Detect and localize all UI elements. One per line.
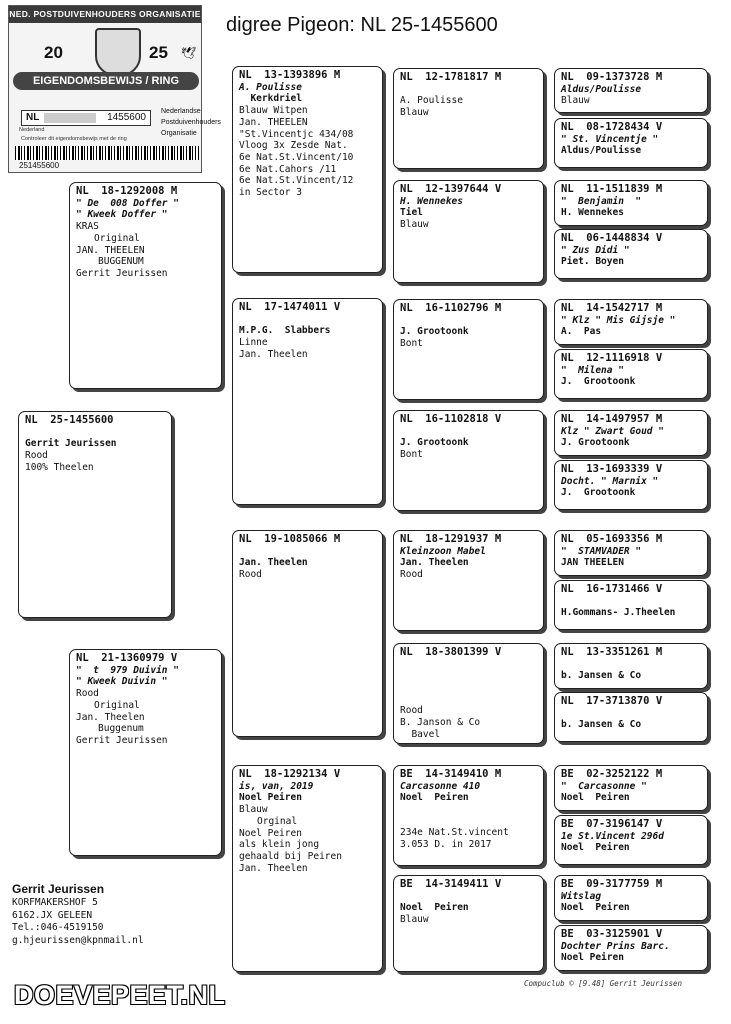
pedigree-line: H.Gommans- J.Theelen <box>561 607 676 619</box>
ring-number: NL 12-1116918 V <box>561 352 663 364</box>
pedigree-line: Rood <box>400 569 423 581</box>
ring-number: NL 16-1102818 V <box>400 413 502 425</box>
pedigree-line <box>400 694 537 706</box>
pedigree-line: Noel Peiren <box>561 902 630 914</box>
pedigree-box-gs2 <box>232 530 383 737</box>
pedigree-line: Kleinzoon Mabel <box>400 545 486 557</box>
barcode <box>15 146 199 160</box>
pedigree-line: is, van, 2019 <box>239 780 314 792</box>
pedigree-line: JAN THEELEN <box>561 557 624 569</box>
pedigree-line: Jan. Theelen <box>239 557 308 569</box>
ring-number: NL 11-1511839 M <box>561 183 663 195</box>
pedigree-line: Original <box>94 232 140 244</box>
pedigree-line: KRAS <box>76 221 99 233</box>
pedigree-line: " Benjamin " <box>561 195 642 207</box>
pedigree-line: Bavel <box>400 728 441 740</box>
coat-of-arms-icon <box>95 28 141 76</box>
pedigree-line: Bont <box>400 449 423 461</box>
pedigree-box-c4o <box>554 875 708 921</box>
pedigree-line <box>561 596 701 608</box>
ring-number: NL 12-1397644 V <box>400 183 502 195</box>
ring-number: NL 21-1360979 V <box>76 652 178 664</box>
pedigree-box-gs1 <box>232 66 383 273</box>
ring-number: NL 14-1497957 M <box>561 413 663 425</box>
pedigree-box-c3c <box>393 299 544 400</box>
pedigree-box-c4e <box>554 299 708 345</box>
ownership-stamp <box>8 5 221 173</box>
pedigree-box-c3b <box>393 180 544 283</box>
ring-number: NL 13-3351261 M <box>561 646 663 658</box>
pedigree-line: Gerrit Jeurissen <box>76 267 168 279</box>
site-logo: DOEVEPEET.NL <box>14 980 226 1010</box>
pedigree-line: " Milena " <box>561 364 624 376</box>
pedigree-line: Orginal <box>257 815 298 827</box>
pedigree-line: B. Janson & Co <box>400 717 481 729</box>
stamp-year-left: 20 <box>44 43 63 62</box>
pedigree-line: Blauw <box>239 804 268 816</box>
ring-number: NL 13-1693339 V <box>561 463 663 475</box>
pedigree-line: Bont <box>400 338 423 350</box>
ring-number: BE 14-3149411 V <box>400 878 502 890</box>
pedigree-line: M.P.G. Slabbers <box>239 325 331 337</box>
ring-number: NL 25-1455600 <box>25 414 114 426</box>
pedigree-box-gd2 <box>232 765 383 972</box>
pedigree-line <box>400 426 537 438</box>
pedigree-line: A. Poulisse <box>400 95 463 107</box>
pedigree-box-c4f <box>554 349 708 399</box>
pedigree-line: Jan. THEELEN <box>239 116 308 128</box>
ring-number: NL 05-1693356 M <box>561 533 663 545</box>
pedigree-box-c4i <box>554 530 708 576</box>
ring-number: NL 18-1292134 V <box>239 768 341 780</box>
stamp-nl-label: NL <box>26 112 40 123</box>
footer-credit: Compuclub © [9.48] Gerrit Jeurissen <box>524 979 683 988</box>
ring-number: BE 03-3125901 V <box>561 928 663 940</box>
pedigree-line: Rood <box>400 705 423 717</box>
pedigree-line <box>400 315 537 327</box>
pedigree-line: Noel Peiren <box>400 902 469 914</box>
pedigree-line <box>400 84 537 96</box>
pedigree-line: "St.Vincentjc 434/08 <box>239 128 354 140</box>
pedigree-line: 3.053 D. in 2017 <box>400 839 492 851</box>
pedigree-line: Aldus/Poulisse <box>561 145 642 157</box>
ring-number: NL 16-1102796 M <box>400 302 502 314</box>
pedigree-line <box>400 891 537 903</box>
pedigree-line: J. Grootoonk <box>400 326 469 338</box>
pigeon-icon: 🕊 <box>181 46 197 60</box>
pedigree-line: Jan. Theelen <box>239 348 308 360</box>
pedigree-line: " St. Vincentje " <box>561 133 659 145</box>
pedigree-line: Linne <box>239 337 268 349</box>
pedigree-box-c4b <box>554 118 708 168</box>
pedigree-line: Noel Peiren <box>561 842 630 854</box>
ring-number: NL 18-1291937 M <box>400 533 502 545</box>
pedigree-line: A. Pas <box>561 326 602 338</box>
pedigree-line: in Sector 3 <box>239 187 302 199</box>
pedigree-line: Buggenum <box>98 723 144 735</box>
pedigree-line: " Kweek Duivin " <box>76 676 168 688</box>
pedigree-line <box>400 816 537 828</box>
pedigree-box-c4j <box>554 580 708 630</box>
ring-number: NL 14-1542717 M <box>561 302 663 314</box>
pedigree-line: Piet. Boyen <box>561 256 624 268</box>
pedigree-box-c3h <box>393 875 544 972</box>
pedigree-line: Dochter Prins Barc. <box>561 940 670 952</box>
pedigree-line: Rood <box>239 569 262 581</box>
pedigree-line <box>239 546 376 558</box>
pedigree-box-subject <box>18 411 172 618</box>
pedigree-box-c4k <box>554 643 708 689</box>
pedigree-line: Witslag <box>561 890 602 902</box>
stamp-letter-o: Organisatie <box>161 130 197 137</box>
pedigree-line: Docht. " Marnix " <box>561 475 659 487</box>
pedigree-line: Rood <box>76 688 99 700</box>
pedigree-line: J. Grootoonk <box>561 376 636 388</box>
owner-phone: Tel.:046-4519150 <box>12 922 104 933</box>
pedigree-line: H. Wennekes <box>561 207 624 219</box>
pedigree-line: Blauw <box>400 914 429 926</box>
ring-number: NL 06-1448834 V <box>561 232 663 244</box>
pedigree-line: Noel Peiren <box>239 827 302 839</box>
pedigree-box-sire <box>69 182 222 389</box>
pedigree-line: 6e Nat.St.Vincent/10 <box>239 151 354 163</box>
stamp-ring-field <box>21 110 151 126</box>
pedigree-line: J. Grootoonk <box>561 437 630 449</box>
pedigree-box-c4p <box>554 925 708 971</box>
pedigree-line: Kerkdriel <box>239 93 302 105</box>
pedigree-line: " t 979 Duivin " <box>76 664 179 676</box>
pedigree-box-gd1 <box>232 298 383 505</box>
owner-address <box>12 881 144 947</box>
pedigree-line: Klz " Zwart Goud " <box>561 425 664 437</box>
pedigree-box-c3g <box>393 765 544 866</box>
pedigree-line <box>400 804 537 816</box>
pedigree-line: 100% Theelen <box>25 461 94 473</box>
pedigree-line <box>561 708 701 720</box>
pedigree-line: Tiel <box>400 207 423 219</box>
pedigree-line: A. Poulisse <box>239 81 302 93</box>
pedigree-line: Noel Peiren <box>239 792 302 804</box>
pedigree-line: Aldus/Poulisse <box>561 83 642 95</box>
pedigree-line: " Klz " Mis Gijsje " <box>561 314 676 326</box>
pedigree-line: Jan. Theelen <box>400 557 469 569</box>
pedigree-line: 1e St.Vincent 296d <box>561 830 664 842</box>
pedigree-line: Blauw <box>400 219 429 231</box>
ring-number: NL 18-3801399 V <box>400 646 502 658</box>
pedigree-line <box>400 659 537 671</box>
pedigree-line: Blauw <box>561 95 590 107</box>
ring-number: NL 08-1728434 V <box>561 121 663 133</box>
stamp-ring-number: 1455600 <box>107 112 146 123</box>
pedigree-line: H. Wennekes <box>400 195 463 207</box>
pedigree-line: Blauw Witpen <box>239 105 308 117</box>
owner-email: g.hjeurissen@kpnmail.nl <box>12 934 144 946</box>
pedigree-box-c4m <box>554 765 708 811</box>
stamp-band: EIGENDOMSBEWIJS / RING <box>13 72 199 90</box>
pedigree-line: Rood <box>25 450 48 462</box>
pedigree-box-c4c <box>554 180 708 226</box>
pedigree-box-c4h <box>554 460 708 510</box>
pedigree-line: JAN. THEELEN <box>76 244 145 256</box>
ring-number: NL 12-1781817 M <box>400 71 502 83</box>
pedigree-line: Noel Peiren <box>561 952 624 964</box>
stamp-year-right: 25 <box>149 43 168 62</box>
pedigree-box-c4l <box>554 692 708 742</box>
pedigree-box-c3a <box>393 68 544 169</box>
stamp-tiny-text-2: Controleer dit eigendomsbewijs met de ring <box>21 136 127 142</box>
pedigree-line: Noel Peiren <box>400 792 469 804</box>
pedigree-line <box>561 659 701 671</box>
pedigree-box-dam <box>69 649 222 856</box>
ring-number: BE 02-3252122 M <box>561 768 663 780</box>
pedigree-line: J. Grootoonk <box>400 437 469 449</box>
ring-number: BE 14-3149410 M <box>400 768 502 780</box>
redacted-area <box>44 113 96 123</box>
pedigree-line: 6e Nat.Cahors /11 <box>239 163 337 175</box>
ring-number: NL 17-1474011 V <box>239 301 341 313</box>
pedigree-line: Blauw <box>400 107 429 119</box>
pedigree-line: " Kweek Doffer " <box>76 209 168 221</box>
pedigree-box-c4n <box>554 815 708 865</box>
owner-street: KORFMAKERSHOF 5 <box>12 897 98 908</box>
pedigree-line <box>400 670 537 682</box>
pedigree-line: J. Grootoonk <box>561 487 636 499</box>
ring-number: NL 19-1085066 M <box>239 533 341 545</box>
ring-number: BE 07-3196147 V <box>561 818 663 830</box>
ring-number: NL 16-1731466 V <box>561 583 663 595</box>
pedigree-line: BUGGENUM <box>98 256 144 268</box>
pedigree-line: Jan. Theelen <box>239 862 308 874</box>
stamp-tiny-text: Nederland <box>19 127 45 133</box>
pedigree-line: " Carcasonne " <box>561 780 647 792</box>
pedigree-line: Noel Peiren <box>561 792 630 804</box>
pedigree-line: Gerrit Jeurissen <box>25 438 117 450</box>
pedigree-line: Gerrit Jeurissen <box>76 734 168 746</box>
pedigree-line: 234e Nat.St.vincent <box>400 827 509 839</box>
pedigree-line: gehaald bij Peiren <box>239 850 342 862</box>
pedigree-line: Vloog 3x Zesde Nat. <box>239 140 348 152</box>
pedigree-box-c3e <box>393 530 544 631</box>
pedigree-line: Jan. Theelen <box>76 711 145 723</box>
ring-number: NL 09-1373728 M <box>561 71 663 83</box>
pedigree-box-c4d <box>554 229 708 279</box>
stamp-letter-p: Postduivenhouders <box>161 119 221 126</box>
pedigree-line: b. Jansen & Co <box>561 670 642 682</box>
pedigree-line: " Zus Didi " <box>561 244 630 256</box>
ring-number: NL 13-1393896 M <box>239 69 341 81</box>
stamp-organisation: NED. POSTDUIVENHOUDERS ORGANISATIE <box>9 6 201 23</box>
pedigree-line: " STAMVADER " <box>561 545 642 557</box>
stamp-letters <box>161 106 221 139</box>
barcode-number: 251455600 <box>19 161 60 170</box>
pedigree-box-c4a <box>554 68 708 113</box>
pedigree-line <box>239 314 376 326</box>
pedigree-line <box>400 682 537 694</box>
pedigree-box-c3f <box>393 643 544 744</box>
stamp-letter-n: Nederlandse <box>161 108 201 115</box>
ring-number: NL 17-3713870 V <box>561 695 663 707</box>
pedigree-box-c4g <box>554 410 708 456</box>
owner-city: 6162.JX GELEEN <box>12 909 93 921</box>
pedigree-line <box>25 427 165 439</box>
pedigree-line: Carcasonne 410 <box>400 780 481 792</box>
ring-number: BE 09-3177759 M <box>561 878 663 890</box>
pedigree-line: als klein jong <box>239 839 320 851</box>
pedigree-box-c3d <box>393 410 544 511</box>
page-title: digree Pigeon: NL 25-1455600 <box>226 14 498 36</box>
pedigree-line: " De 008 Doffer " <box>76 197 179 209</box>
pedigree-line: b. Jansen & Co <box>561 719 642 731</box>
ring-number: NL 18-1292008 M <box>76 185 178 197</box>
pedigree-line: 6e Nat.St.Vincent/12 <box>239 175 354 187</box>
pedigree-line: Original <box>94 699 140 711</box>
owner-name: Gerrit Jeurissen <box>12 882 105 896</box>
